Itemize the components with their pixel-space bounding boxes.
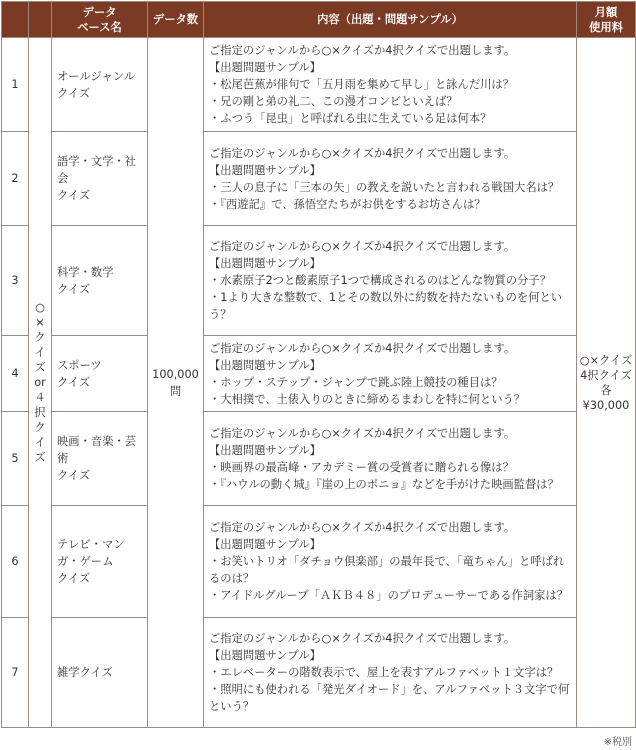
database-name: 映画・音楽・芸術 クイズ <box>52 412 148 506</box>
content-line: 【出題問題サンプル】 <box>209 257 321 270</box>
content-line: 【出題問題サンプル】 <box>209 163 321 177</box>
header-content: 内容（出題・問題サンプル） <box>204 2 577 38</box>
table-header-row <box>2 2 636 38</box>
content-line: 【出題問題サンプル】 <box>209 61 321 74</box>
quiz-database-table <box>1 1 636 728</box>
content-line: ・兄の剛と弟の礼二、この漫才コンビといえば？ <box>209 95 458 108</box>
table-row <box>2 132 636 226</box>
content-line: ご指定のジャンルから○×クイズか4択クイズで出題します。 <box>209 426 516 440</box>
content-cell <box>204 226 577 336</box>
content-line: ご指定のジャンルから○×クイズか4択クイズで出題します。 <box>209 632 516 645</box>
content-line: ・三人の息子に「三本の矢」の教えを説いたと言われる戦国大名は？ <box>209 180 560 194</box>
database-name: 語学・文学・社会 クイズ <box>52 132 148 226</box>
table-row <box>2 618 636 728</box>
row-number: 2 <box>2 132 29 226</box>
row-number: 7 <box>2 618 29 728</box>
content-line: ・松尾芭蕉が俳句で「五月雨を集めて早し」と詠んだ川は？ <box>209 78 515 91</box>
content-line: 【出題問題サンプル】 <box>209 538 321 551</box>
row-number: 1 <box>2 38 29 132</box>
table-row <box>2 336 636 412</box>
content-line: ・1より大きな整数で、1とその数以外に約数を持たないものを何という？ <box>209 291 563 321</box>
content-line: ・『西遊記』で、孫悟空たちがお供をするお坊さんは？ <box>209 197 486 211</box>
row-number: 3 <box>2 226 29 336</box>
monthly-fee-cell: ○×クイズ 4択クイズ 各 ¥30,000 <box>577 38 636 728</box>
database-name: 科学・数学 クイズ <box>52 226 148 336</box>
content-line: ご指定のジャンルから○×クイズか4択クイズで出題します。 <box>209 341 516 355</box>
tax-note: ※税別 <box>603 737 632 748</box>
header-database-name: データ ベース名 <box>52 2 148 38</box>
content-line: ・映画界の最高峰・アカデミー賞の受賞者に贈られる像は？ <box>209 460 514 474</box>
table-row <box>2 412 636 506</box>
row-number: 4 <box>2 336 29 412</box>
content-line: ・アイドルグループ「ＡＫＢ４８」のプロデューサーである作詞家は？ <box>209 589 569 602</box>
database-name: オールジャンルクイズ <box>52 38 148 132</box>
content-cell <box>204 132 577 226</box>
content-line: 【出題問題サンプル】 <box>209 443 321 457</box>
quiz-type-cell: ○×クイズor４択クイズ <box>29 38 52 728</box>
content-line: ご指定のジャンルから○×クイズか4択クイズで出題します。 <box>209 146 516 160</box>
database-name: テレビ・マンガ・ゲーム クイズ <box>52 506 148 618</box>
content-line: ・ホップ・ステップ・ジャンプで跳ぶ陸上競技の種目は？ <box>209 375 503 389</box>
row-number: 6 <box>2 506 29 618</box>
header-number <box>2 2 29 38</box>
database-name: 雑学クイズ <box>52 618 148 728</box>
content-cell <box>204 38 577 132</box>
content-cell <box>204 618 577 728</box>
content-cell <box>204 412 577 506</box>
header-monthly-fee: 月額 使用料 <box>577 2 636 38</box>
content-line: ・『ハウルの動く城』『崖の上のポニョ』などを手がけた映画監督は？ <box>209 477 559 491</box>
content-line: ご指定のジャンルから○×クイズか4択クイズで出題します。 <box>209 240 516 253</box>
content-cell <box>204 336 577 412</box>
content-line: ・エレベーターの階数表示で、屋上を表すアルファベット１文字は？ <box>209 666 559 679</box>
content-line: ご指定のジャンルから○×クイズか4択クイズで出題します。 <box>209 44 516 57</box>
content-line: 【出題問題サンプル】 <box>209 358 321 372</box>
content-line: ・大相撲で、土俵入りのときに締めるまわしを特に何という？ <box>209 392 526 406</box>
header-data-count: データ数 <box>148 2 204 38</box>
row-number: 5 <box>2 412 29 506</box>
content-line: ・水素原子2つと酸素原子1つで構成されるのはどんな物質の分子？ <box>209 274 551 287</box>
table-row <box>2 38 636 132</box>
data-count-cell: 100,000 問 <box>148 38 204 728</box>
table-row <box>2 506 636 618</box>
content-line: ・お笑いトリオ「ダチョウ倶楽部」の最年長で、「竜ちゃん」と呼ばれるのは？ <box>209 555 565 585</box>
content-line: ・ふつう「昆虫」と呼ばれる虫に生えている足は何本？ <box>209 112 492 125</box>
database-name: スポーツ クイズ <box>52 336 148 412</box>
content-line: ・照明にも使われる「発光ダイオード」を、アルファベット３文字で何という？ <box>209 683 570 713</box>
content-line: 【出題問題サンプル】 <box>209 649 321 662</box>
table-row <box>2 226 636 336</box>
header-quiz-type <box>29 2 52 38</box>
content-line: ご指定のジャンルから○×クイズか4択クイズで出題します。 <box>209 521 516 534</box>
content-cell <box>204 506 577 618</box>
